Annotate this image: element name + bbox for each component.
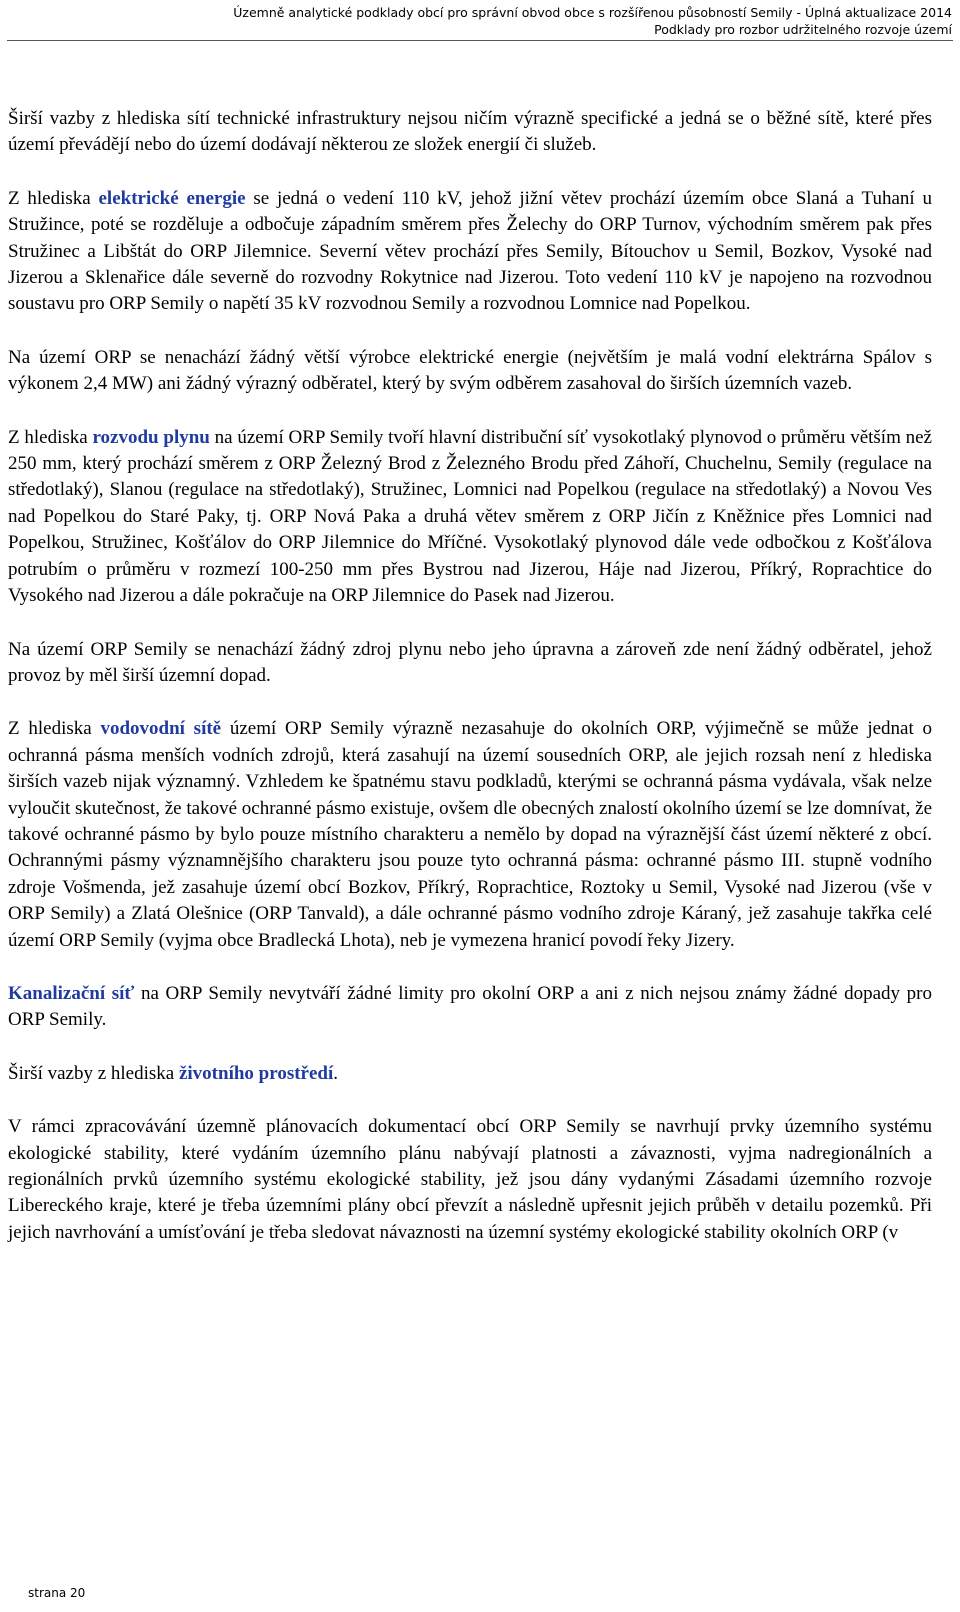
paragraph-text: se jedná o vedení 110 kV, jehož jižní větev prochází územím obce Slaná a Tuhaní u Stružince, poté se rozděluje a odbočuje západním směrem přes Želechy do ORP Turnov, východním směrem pak přes Stružinec a Libštát do ORP Jilemnice. Severní větev prochází přes Semily, Bítouchov u Semil, Bozkov, Vysoké nad Jizerou a Sklenařice dále severně do rozvodny Rokytnice nad Jizerou. Toto vedení 110 kV je napojeno na rozvodnou soustavu pro ORP Semily o napětí 35 kV rozvodnou Semily a rozvodnou Lomnice nad Popelkou. xyxy=(8,187,932,315)
paragraph-ecological-stability xyxy=(8,1114,932,1246)
keyword-environment: životního prostředí xyxy=(178,1062,334,1084)
paragraph-text: Širší vazby z hlediska sítí technické infrastruktury nejsou ničím výrazně specifické a jedná se o běžné sítě, které přes území převádějí nebo do území dodávají některou ze složek energií či služeb. xyxy=(8,108,932,156)
paragraph-water xyxy=(8,716,932,954)
paragraph-environment-heading xyxy=(8,1061,932,1087)
keyword-gas: rozvodu plynu xyxy=(92,426,210,448)
keyword-water: vodovodní sítě xyxy=(100,718,222,740)
paragraph-infrastructure-intro xyxy=(8,106,932,159)
paragraph-text: V rámci zpracovávání územně plánovacích dokumentací obcí ORP Semily se navrhují prvky územního systému ekologické stability, které vydáním územního plánu nabývají platnosti a závaznosti, vyjma nadregionálních a regionálních prvků územního systému ekologické stability, jež jsou dány vydanými Zásadami územního rozvoje Libereckého kraje, které je třeba územními plány obcí převzít a následně upřesnit jejich průběh v detailu pozemků. Při jejich navrhování a umísťování je třeba sledovat návaznosti na územní systémy ekologické stability okolních ORP (v xyxy=(8,1116,932,1243)
header-title: Územně analytické podklady obcí pro správní obvod obce s rozšířenou působností Semily - Úplná aktualizace 2014 xyxy=(233,5,952,20)
paragraph-text: na území ORP Semily tvoří hlavní distribuční síť vysokotlaký plynovod o průměru větším než 250 mm, který prochází směrem z ORP Železný Brod z Železného Brodu před Záhoří, Chuchelnu, Semily (regulace na středotlaký), Slanou (regulace na středotlaký), Stružinec, Lomnici nad Popelkou (regulace na středotlaký) a Novou Ves nad Popelkou do Staré Paky, tj. ORP Nová Paka a druhá větev směrem z ORP Jičín z Kněžnice přes Lomnici nad Popelkou, Stružinec, Košťálov do ORP Jilemnice do Mříčné. Vysokotlaký plynovod dále vede odbočkou z Košťálova potrubím o průměru v rozmezí 100-250 mm přes Bystrou nad Jizerou, Háje nad Jizerou, Příkrý, Roprachtice do Vysokého nad Jizerou a dále pokračuje na ORP Jilemnice do Pasek nad Jizerou. xyxy=(8,426,932,607)
header-divider xyxy=(7,40,953,41)
paragraph-text: Z hlediska xyxy=(8,718,101,740)
paragraph-electricity xyxy=(8,186,932,318)
page-number: strana 20 xyxy=(28,1586,86,1600)
page-header xyxy=(233,4,952,38)
document-body xyxy=(8,106,932,1273)
paragraph-text: Širší vazby z hlediska xyxy=(8,1062,179,1084)
keyword-electricity: elektrické energie xyxy=(98,187,246,209)
paragraph-gas xyxy=(8,425,932,610)
header-subtitle: Podklady pro rozbor udržitelného rozvoje území xyxy=(654,22,952,37)
paragraph-text: Z hlediska xyxy=(8,426,93,448)
paragraph-text: . xyxy=(333,1062,339,1084)
paragraph-electricity-producers xyxy=(8,345,932,398)
paragraph-text: území ORP Semily výrazně nezasahuje do okolních ORP, výjimečně se může jednat o ochranná pásma menších vodních zdrojů, která zasahují na území sousedních ORP, ale jejich rozsah není z hlediska širších vazeb nijak významný. Vzhledem ke špatnému stavu podkladů, kterými se ochranná pásma vydávala, však nelze vyloučit skutečnost, že takové ochranné pásmo existuje, ovšem dle obecných znalostí okolního území se lze domnívat, že takové ochranné pásmo by bylo pouze místního charakteru a nemělo by dopad na výraznější část území některé z obcí. Ochrannými pásmy významnějšího charakteru jsou pouze tyto ochranná pásma: ochranné pásmo III. stupně vodního zdroje Vošmenda, jež zasahuje území obcí Bozkov, Příkrý, Roprachtice, Roztoky u Semil, Vysoké nad Jizerou (vše v ORP Semily) a Zlatá Olešnice (ORP Tanvald), a dále ochranné pásmo vodního zdroje Káraný, jež zasahuje takřka celé území ORP Semily (vyjma obce Bradlecká Lhota), neb je vymezena hranicí povodí řeky Jizery. xyxy=(8,718,932,951)
paragraph-gas-sources xyxy=(8,637,932,690)
paragraph-text: Na území ORP Semily se nenachází žádný zdroj plynu nebo jeho úpravna a zároveň zde není žádný odběratel, jehož provoz by měl širší územní dopad. xyxy=(8,638,932,686)
paragraph-text: Na území ORP se nenachází žádný větší výrobce elektrické energie (největším je malá vodní elektrárna Spálov s výkonem 2,4 MW) ani žádný výrazný odběratel, který by svým odběrem zasahoval do širších územních vazeb. xyxy=(8,346,932,395)
keyword-sewerage: Kanalizační síť xyxy=(8,982,135,1004)
paragraph-text: na ORP Semily nevytváří žádné limity pro okolní ORP a ani z nich nejsou známy žádné dopady pro ORP Semily. xyxy=(8,982,932,1031)
paragraph-text: Z hlediska xyxy=(8,187,99,209)
paragraph-sewerage xyxy=(8,981,932,1034)
